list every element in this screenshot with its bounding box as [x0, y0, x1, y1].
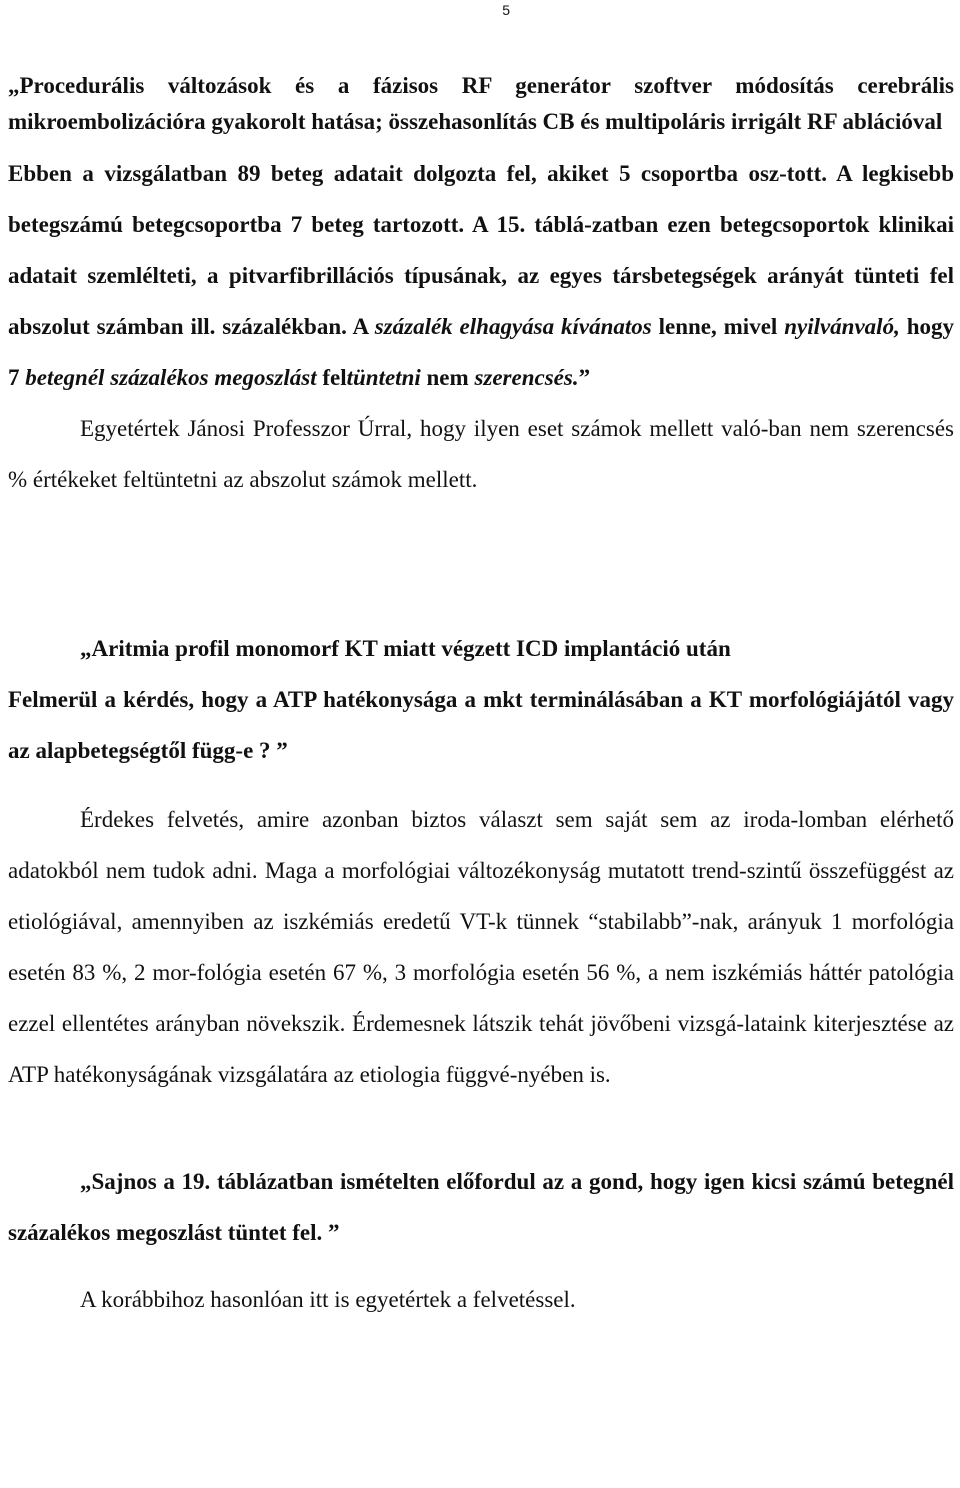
question-text: ” [578, 365, 591, 390]
section2-title: „Aritmia profil monomorf KT miatt végzett ICD implantáció után [80, 636, 731, 661]
question-text: hogy 7 [8, 314, 955, 390]
question-text: fel [316, 365, 347, 390]
section2-question: Felmerül a kérdés, hogy a ATP hatékonysága a mkt terminálásában a KT morfológiájától vagy az alapbetegségtől függ-e ? ” [8, 687, 954, 763]
question-emphasis: tüntetni [346, 365, 421, 390]
section1-answer: Egyetértek Jánosi Professzor Úrral, hogy ilyen eset számok mellett való-ban nem szerencsés % értékeket feltüntetni az abszolut számok mellett. [8, 416, 954, 492]
section2-answer: Érdekes felvetés, amire azonban biztos választ sem saját sem az iroda-lomban elérhető adatokból nem tudok adni. Maga a morfológiai változékonyság mutatott trend-szintű összefüggést az etiológiával, amennyiben az iszkémiás eredetű VT-k tünnek “stabilabb”-nak, arányuk 1 morfológia esetén 83 %, 2 mor-fológia esetén 67 %, 3 morfológia esetén 56 %, a nem iszkémiás háttér patológia ezzel ellentétes arányban növekszik. Érdemesnek látszik tehát jövőbeni vizsgá-lataink kiterjesztése az ATP hatékonyságának vizsgálatára az etiologia függvé-nyében is. [8, 807, 954, 1087]
section1-question [8, 148, 954, 403]
question-emphasis: nyilvánvaló, [784, 314, 900, 339]
question-text: Ebben a vizsgálatban 89 beteg adatait dolgozta fel, akiket 5 csoportba osz-tott. A legkisebb betegszámú betegcsoportba 7 beteg tartozott. A 15. táblá-zatban ezen betegcsoportok klinikai adatait szemlélteti, a pitvarfibrillációs típusának, az egyes társbetegségek arányát tünteti fel abszolut számban ill. százalékban. A [8, 161, 954, 339]
question-emphasis: százalék elhagyása kívánatos [374, 314, 652, 339]
question-text: nem [420, 365, 475, 390]
section1-title: „Procedurális változások és a fázisos RF generátor szoftver módosítás cerebrális mikroembolizációra gyakorolt hatása; összehasonlítás CB és multipoláris irrigált RF ablációval [8, 73, 954, 134]
page-number: 5 [502, 2, 510, 18]
section3-answer: A korábbihoz hasonlóan itt is egyetértek a felvetéssel. [80, 1287, 576, 1312]
question-emphasis: betegnél százalékos megoszlást [25, 365, 317, 390]
question-emphasis: szerencsés. [474, 365, 579, 390]
section3-question: „Sajnos a 19. táblázatban ismételten előfordul az a gond, hogy igen kicsi számú betegnél százalékos megoszlást tüntet fel. ” [8, 1169, 954, 1245]
document-body [8, 68, 954, 1325]
question-text: lenne, mivel [651, 314, 785, 339]
